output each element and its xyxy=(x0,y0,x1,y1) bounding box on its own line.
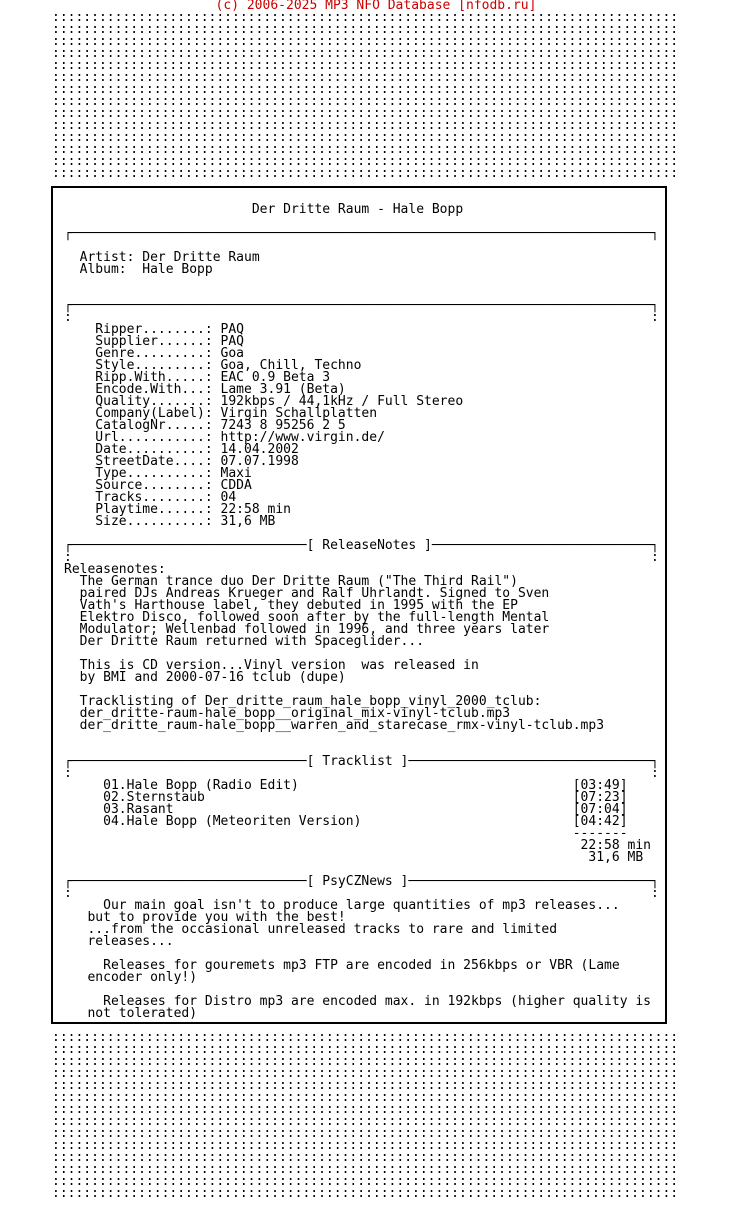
psycz-footer-ascii-art: :::::::::::::::::::::::::::::::::::::::::::::::::::::::::::::::::::::::::::::::: :::::::::::::::::::::::::::::::::::::::::::::::::::::::::::::::::::::::::::::::: :::::::::::::::::::::::::::::::::::::::::::::::::::::::::::::::::::::::::::::::: :::::::::::::::::::::::::::::::::::::::::::::::::::::::::::::::::::::::::::::::: :::::::::::::::::::::::::::::::::::::::::::::::::::::::::::::::::::::::::::::::: :::::::::::::::::::::::::::::::::::::::::::::::::::::::::::::::::::::::::::::::: :::::::::::::::::::::::::::::::::::::::::::::::::::::::::::::::::::::::::::::::: :::::::::::::::::::::::::::::::::::::::::::::::::::::::::::::::::::::::::::::::: :::::::::::::::::::::::::::::::::::::::::::::::::::::::::::::::::::::::::::::::: :::::::::::::::::::::::::::::::::::::::::::::::::::::::::::::::::::::::::::::::: :::::::::::::::::::::::::::::::::::::::::::::::::::::::::::::::::::::::::::::::: :::::::::::::::::::::::::::::::::::::::::::::::::::::::::::::::::::::::::::::::: :::::::::::::::::::::::::::::::::::::::::::::::::::::::::::::::::::::::::::::::: :::::::::::::::::::::::::::::::::::::::::::::::::::::::::::::::::::::::::::::::: xyxy=(52,1030,679,1201)
nfo-body-text: Der Dritte Raum - Hale Bopp ┌──────────────────────────────────────────────────────────────────────────┐ Artist: Der Dritte Raum Album: Hale Bopp ┌──────────────────────────────────────────────────────────────────────────┐ : : Ripper........: PAQ Supplier......: PAQ Genre.........: Goa Style.........: Goa, Chill, Techno Ripp.With.....: EAC 0.9 Beta 3 Encode.With...: Lame 3.91 (Beta) Quality.......: 192kbps / 44,1kHz / Full Stereo Company(Label): Virgin Schallplatten CatalogNr.....: 7243 8 95256 2 5 Url...........: http://www.virgin.de/ Date..........: 14.04.2002 StreetDate....: 07.07.1998 Type..........: Maxi Source........: CDDA Tracks........: 04 Playtime......: 22:58 min Size..........: 31,6 MB ┌──────────────────────────────[ ReleaseNotes ]────────────────────────────┐ : : Releasenotes: The German trance duo Der Dritte Raum ("The Third Rail") paired DJs Andreas Krueger and Ralf Uhrlandt. Signed to Sven Vath's Harthouse label, they debuted in 1995 with the EP Elektro Disco, followed soon after by the full-length Mental Modulator; Wellenbad followed in 1996, and three years later Der Dritte Raum returned with Spaceglider... This is CD version...Vinyl version was released in by BMI and 2000-07-16 tclub (dupe) Tracklisting of Der_dritte_raum_hale_bopp_vinyl_2000_tclub: der_dritte-raum-hale_bopp__original_mix-vinyl-tclub.mp3 der_dritte_raum-hale_bopp__warren_and_starecase_rmx-vinyl-tclub.mp3 ┌──────────────────────────────[ Tracklist ]───────────────────────────────┐ : : 01.Hale Bopp (Radio Edit) [03:49] 02.Sternstaub [07:23] 03.Rasant [07:04] 04.Hale Bopp (Meteoriten Version) [04:42] ------- 22:58 min 31,6 MB ┌──────────────────────────────[ PsyCZNews ]───────────────────────────────┐ : : Our main goal isn't to produce large quantities of mp3 releases... but to provide you with the best! ...from the occasional unreleased tracks to rare and limited releases... Releases for gouremets mp3 FTP are encoded in 256kbps or VBR (Lame encoder only!) Releases for Distro mp3 are encoded max. in 192kbps (higher quality is not tolerated) xyxy=(64,202,659,1021)
nfodb-credit-link[interactable]: (c) 2006-2025 MP3 NFO Database [nfodb.ru] xyxy=(215,0,537,13)
psycz-header-ascii-art: :::::::::::::::::::::::::::::::::::::::::::::::::::::::::::::::::::::::::::::::: :::::::::::::::::::::::::::::::::::::::::::::::::::::::::::::::::::::::::::::::: :::::::::::::::::::::::::::::::::::::::::::::::::::::::::::::::::::::::::::::::: :::::::::::::::::::::::::::::::::::::::::::::::::::::::::::::::::::::::::::::::: :::::::::::::::::::::::::::::::::::::::::::::::::::::::::::::::::::::::::::::::: :::::::::::::::::::::::::::::::::::::::::::::::::::::::::::::::::::::::::::::::: :::::::::::::::::::::::::::::::::::::::::::::::::::::::::::::::::::::::::::::::: :::::::::::::::::::::::::::::::::::::::::::::::::::::::::::::::::::::::::::::::: :::::::::::::::::::::::::::::::::::::::::::::::::::::::::::::::::::::::::::::::: :::::::::::::::::::::::::::::::::::::::::::::::::::::::::::::::::::::::::::::::: :::::::::::::::::::::::::::::::::::::::::::::::::::::::::::::::::::::::::::::::: :::::::::::::::::::::::::::::::::::::::::::::::::::::::::::::::::::::::::::::::: :::::::::::::::::::::::::::::::::::::::::::::::::::::::::::::::::::::::::::::::: :::::::::::::::::::::::::::::::::::::::::::::::::::::::::::::::::::::::::::::::: xyxy=(52,10,679,181)
